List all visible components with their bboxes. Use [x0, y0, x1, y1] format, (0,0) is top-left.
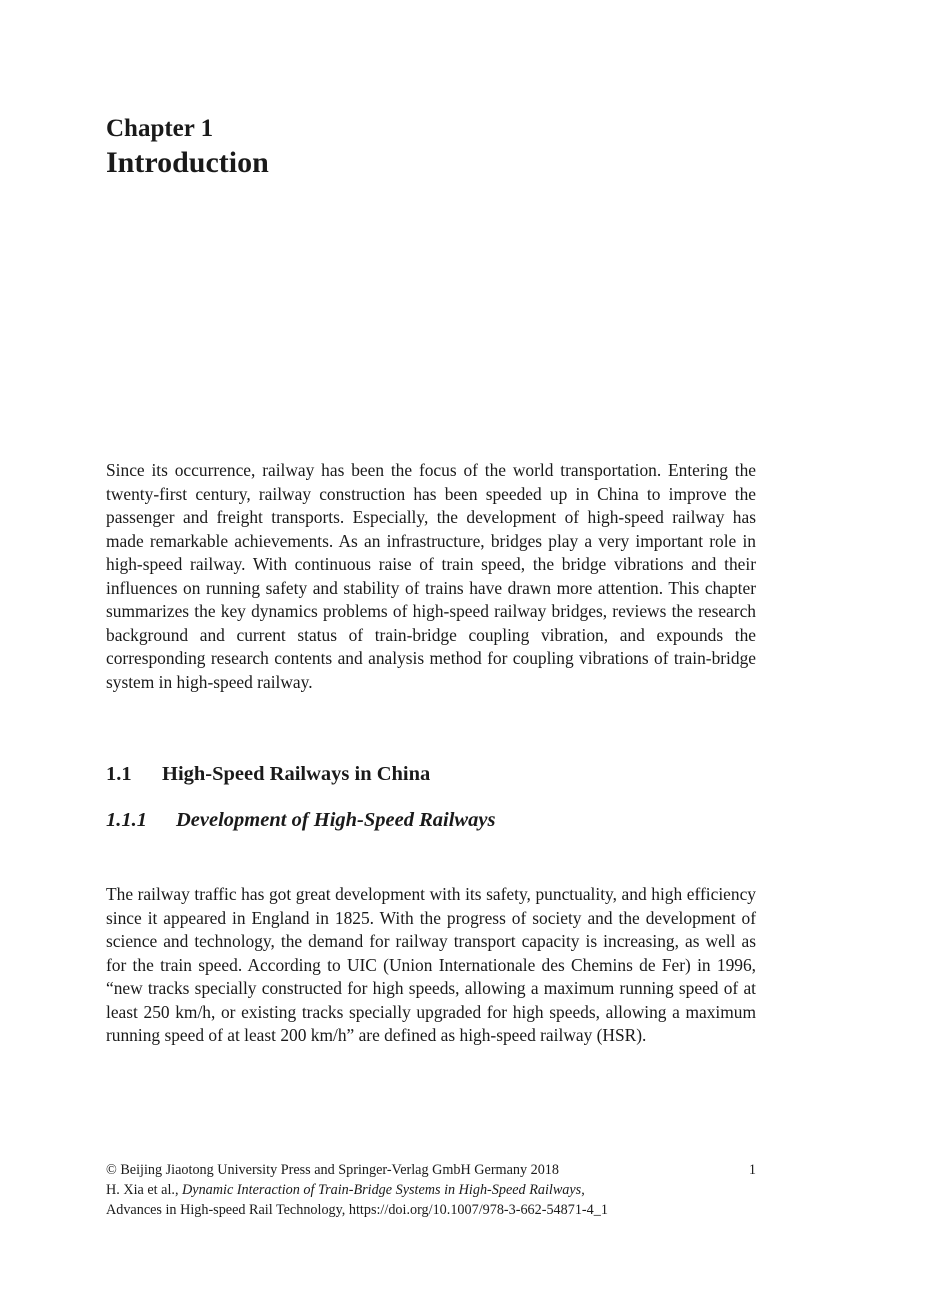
citation-book-title-suffix: ,	[581, 1182, 585, 1198]
chapter-title: Introduction	[106, 146, 269, 179]
section-heading	[106, 761, 430, 787]
footer-copyright-line	[106, 1160, 756, 1180]
subsection-number: 1.1.1	[106, 809, 147, 831]
copyright-notice: © Beijing Jiaotong University Press and Springer-Verlag GmbH Germany 2018	[106, 1162, 559, 1178]
series-and-doi[interactable]: Advances in High-speed Rail Technology, https://doi.org/10.1007/978-3-662-54871-4_1	[106, 1202, 608, 1218]
citation-authors: H. Xia et al.,	[106, 1182, 183, 1198]
footer-citation-line	[106, 1180, 756, 1200]
footer-series-line	[106, 1200, 756, 1220]
chapter-label: Chapter 1	[106, 115, 214, 142]
citation-book-title: Dynamic Interaction of Train-Bridge Systems in High-Speed Railways	[182, 1182, 582, 1198]
body-paragraph: The railway traffic has got great development with its safety, punctuality, and high efficiency since it appeared in England in 1825. With the progress of society and the development of science and technology, the demand for railway transport capacity is increasing, as well as for the train speed. According to UIC (Union Internationale des Chemins de Fer) in 1996, “new tracks specially constructed for high speeds, allowing a maximum running speed of at least 250 km/h, or existing tracks specially upgraded for high speeds, allowing a maximum running speed of at least 200 km/h” are defined as high-speed railway (HSR).	[106, 884, 756, 1046]
section-title: High-Speed Railways in China	[162, 763, 431, 785]
chapter-abstract: Since its occurrence, railway has been the focus of the world transportation. Entering the twenty-first century, railway construction has been speeded up in China to improve the passenger and freight transports. Especially, the development of high-speed railway has made remarkable achievements. As an infrastructure, bridges play a very important role in high-speed railway. With continuous raise of train speed, the bridge vibrations and their influences on running safety and stability of trains have drawn more attention. This chapter summarizes the key dynamics problems of high-speed railway bridges, reviews the research background and current status of train-bridge coupling vibration, and expounds the corresponding research contents and analysis method for coupling vibrations of train-bridge system in high-speed railway.	[106, 460, 756, 692]
subsection-heading	[106, 807, 495, 833]
footer	[106, 1160, 756, 1220]
subsection-title: Development of High-Speed Railways	[176, 809, 496, 831]
section-number: 1.1	[106, 763, 132, 785]
page-number: 1	[748, 1162, 756, 1178]
